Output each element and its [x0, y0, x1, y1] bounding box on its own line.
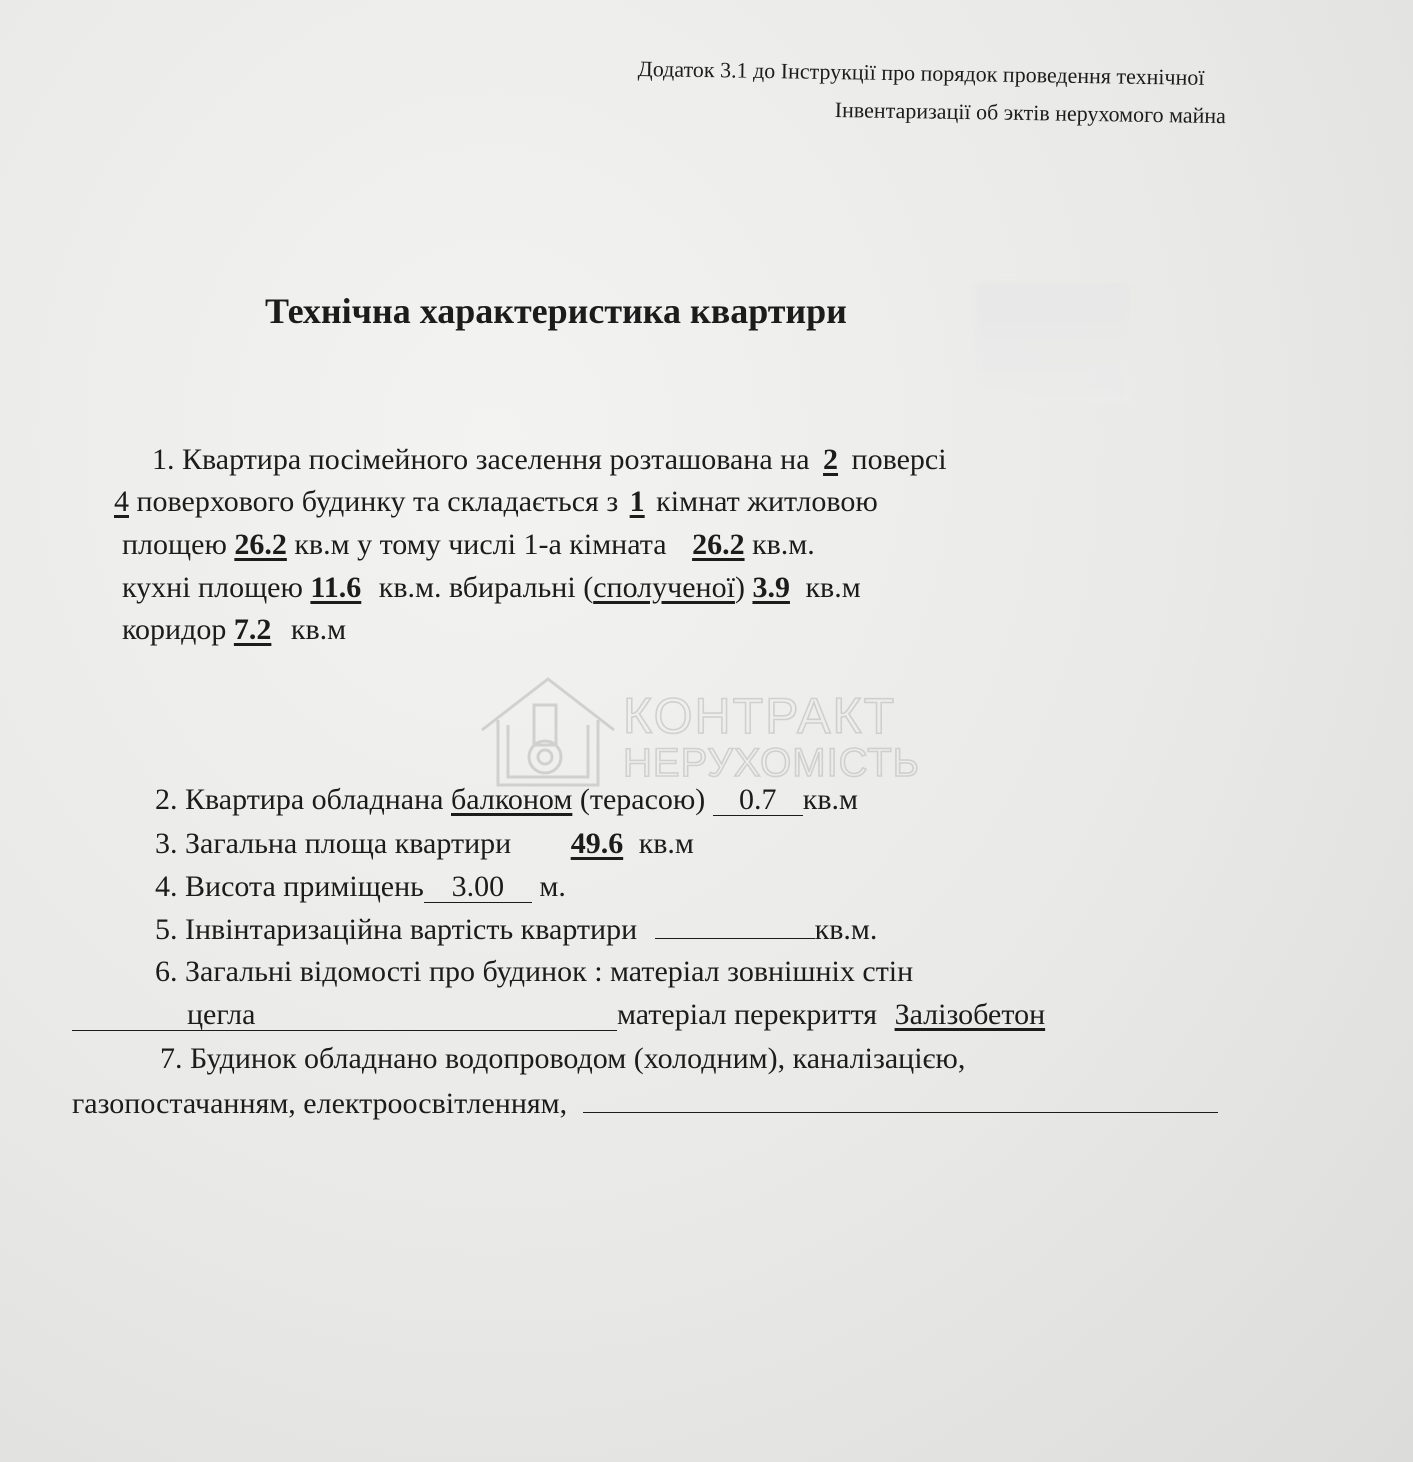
section1-line4: кухні площею 11.6 кв.м. вбиральні (сполученої) 3.9 кв.м: [122, 571, 861, 604]
item3-line: 3. Загальна площа квартири 49.6 кв.м: [155, 827, 694, 860]
watermark: [478, 675, 918, 790]
section1-line2: 4 поверхового будинку та складається з 1 кімнат житловою: [114, 485, 878, 518]
item7-blank: [583, 1111, 1218, 1113]
redacted-area: [975, 283, 1130, 403]
room1-area-value: 26.2: [692, 528, 745, 561]
section1-line1: 1. Квартира посімейного заселення розташована на 2 поверсі: [152, 443, 947, 476]
bathroom-area-value: 3.9: [752, 571, 790, 604]
section1-line5: коридор 7.2 кв.м: [122, 613, 347, 646]
wall-material-value: цегла: [72, 1000, 617, 1031]
house-key-icon: [478, 675, 618, 790]
rooms-value: 1: [629, 485, 645, 518]
floor-value: 2: [823, 443, 839, 476]
item7-line2: газопостачанням, електроосвітленням,: [72, 1087, 1218, 1121]
appendix-header-line1: Додаток 3.1 до Інструкції про порядок проведення технічної: [637, 56, 1205, 90]
balcony-label: балконом: [451, 783, 573, 816]
item2-line: 2. Квартира обладнана балконом (терасою) 0.7 кв.м: [155, 783, 859, 816]
watermark-line1: КОНТРАКТ: [623, 688, 897, 744]
living-area-value: 26.2: [234, 528, 287, 561]
corridor-area-value: 7.2: [233, 613, 272, 646]
item6-line1: 6. Загальні відомості про будинок : матеріал зовнішніх стін: [155, 955, 914, 988]
watermark-line2: НЕРУХОМІСТЬ: [623, 741, 920, 785]
balcony-area-value: 0.7: [713, 785, 803, 816]
floors-total-value: 4: [114, 485, 129, 518]
total-area-value: 49.6: [570, 827, 624, 860]
document-title: Технічна характеристика квартири: [265, 291, 847, 331]
item4-line: 4. Висота приміщень 3.00 м.: [155, 870, 566, 903]
kitchen-area-value: 11.6: [310, 571, 362, 604]
ceiling-height-value: 3.00: [424, 872, 532, 903]
inventory-value-blank: [655, 937, 815, 939]
floor-material-value: Залізобетон: [894, 998, 1046, 1031]
item6-line2: цегла матеріал перекриття Залізобетон: [72, 998, 1045, 1032]
appendix-header-line2: Інвентаризації об эктів нерухомого майна: [834, 97, 1227, 129]
item5-line: 5. Інвінтаризаційна вартість квартири кв.м.: [155, 913, 878, 946]
section1-line3: площею 26.2 кв.м у тому числі 1-а кімната 26.2 кв.м.: [122, 528, 815, 561]
item7-line1: 7. Будинок обладнано водопроводом (холодним), каналізацією,: [160, 1042, 966, 1075]
combined-bathroom-label: сполученої: [593, 571, 735, 604]
